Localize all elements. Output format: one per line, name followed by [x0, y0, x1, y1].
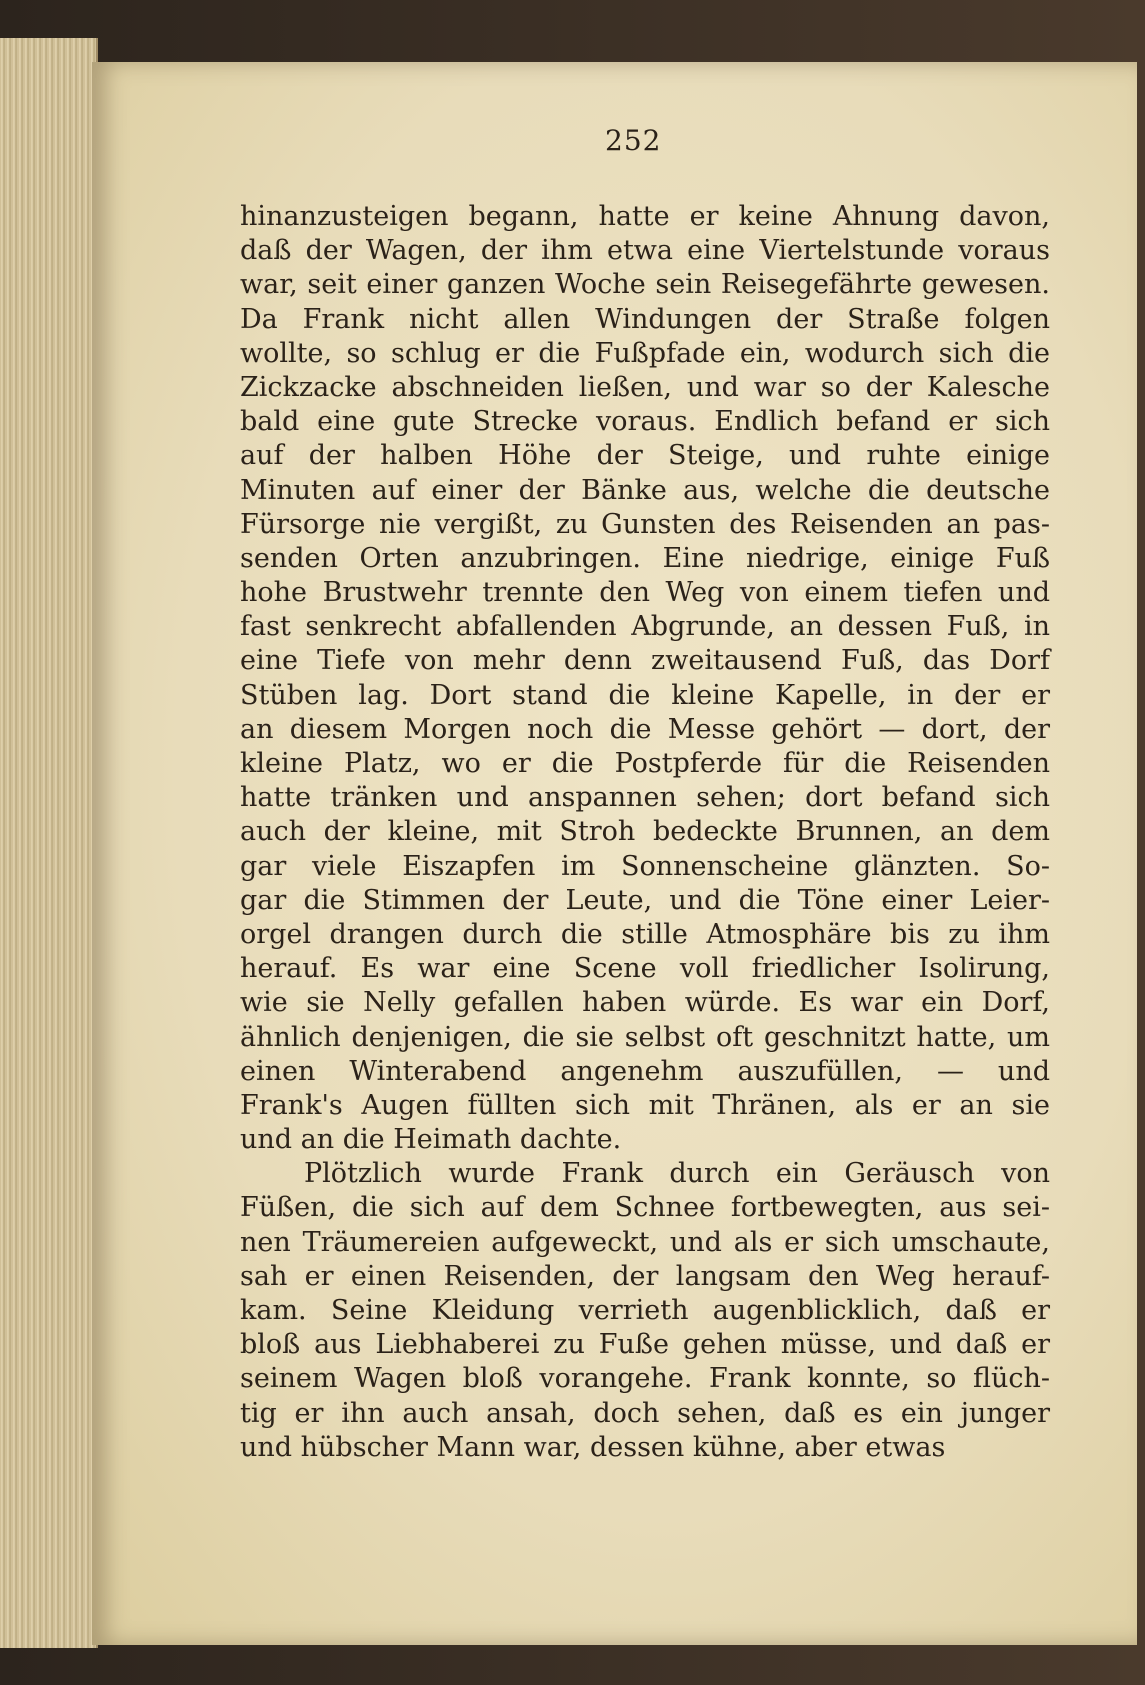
- text-line: Fürsorge nie vergißt, zu Gunsten des Reisenden an pas-: [240, 508, 1050, 540]
- text-line: auf der halben Höhe der Steige, und ruhte einige: [240, 440, 1050, 472]
- text-line: ähnlich denjenigen, die sie selbst oft geschnitzt hatte, um: [240, 1021, 1050, 1053]
- text-line: hatte tränken und anspannen sehen; dort befand sich: [240, 782, 1050, 814]
- text-line: kam. Seine Kleidung verrieth augenblicklich, daß er: [240, 1295, 1050, 1326]
- text-line: Plötzlich wurde Frank durch ein Geräusch von: [304, 1158, 1050, 1190]
- text-line: daß der Wagen, der ihm etwa eine Viertelstunde voraus: [240, 235, 1050, 267]
- text-line: sah er einen Reisenden, der langsam den Weg herauf-: [240, 1260, 1050, 1292]
- page-number: 252: [605, 124, 662, 157]
- text-line: Stüben lag. Dort stand die kleine Kapelle, in der er: [240, 679, 1050, 711]
- text-line: fast senkrecht abfallenden Abgrunde, an dessen Fuß, in: [240, 611, 1050, 643]
- text-line: auch der kleine, mit Stroh bedeckte Brunnen, an dem: [240, 816, 1050, 848]
- text-line: hohe Brustwehr trennte den Weg von einem tiefen und: [240, 577, 1050, 609]
- text-line: wollte, so schlug er die Fußpfade ein, wodurch sich die: [240, 337, 1050, 369]
- body-text: [240, 200, 1050, 1465]
- text-line: seinem Wagen bloß vorangehe. Frank konnte, so flüch-: [240, 1363, 1050, 1395]
- text-line: bald eine gute Strecke voraus. Endlich befand er sich: [240, 406, 1050, 438]
- text-line: herauf. Es war eine Scene voll friedlicher Isolirung,: [240, 953, 1050, 985]
- text-line: tig er ihn auch ansah, doch sehen, daß es ein junger: [240, 1397, 1050, 1429]
- text-line: an diesem Morgen noch die Messe gehört — dort, der: [240, 713, 1050, 745]
- text-line: Füßen, die sich auf dem Schnee fortbewegten, aus sei-: [240, 1192, 1050, 1224]
- page-edges: [0, 38, 98, 1648]
- text-line: senden Orten anzubringen. Eine niedrige, einige Fuß: [240, 542, 1050, 574]
- text-line: war, seit einer ganzen Woche sein Reisegefährte gewesen.: [240, 269, 1050, 301]
- text-line: Zickzacke abschneiden ließen, und war so der Kalesche: [240, 371, 1050, 403]
- text-line: gar viele Eiszapfen im Sonnenscheine glänzten. So-: [240, 850, 1050, 882]
- text-line: gar die Stimmen der Leute, und die Töne einer Leier-: [240, 884, 1050, 916]
- text-line: bloß aus Liebhaberei zu Fuße gehen müsse, und daß er: [240, 1329, 1050, 1361]
- text-line: Minuten auf einer der Bänke aus, welche die deutsche: [240, 474, 1050, 506]
- text-line: wie sie Nelly gefallen haben würde. Es war ein Dorf,: [240, 987, 1050, 1019]
- text-line: und hübscher Mann war, dessen kühne, aber etwas: [240, 1431, 946, 1463]
- text-line: eine Tiefe von mehr denn zweitausend Fuß, das Dorf: [240, 645, 1050, 677]
- text-line: und an die Heimath dachte.: [240, 1124, 622, 1156]
- text-line: Da Frank nicht allen Windungen der Straße folgen: [240, 303, 1050, 335]
- text-line: hinanzusteigen begann, hatte er keine Ahnung davon,: [240, 201, 1050, 232]
- text-line: nen Träumereien aufgeweckt, und als er sich umschaute,: [240, 1226, 1050, 1258]
- text-line: orgel drangen durch die stille Atmosphäre bis zu ihm: [240, 918, 1050, 950]
- text-line: einen Winterabend angenehm auszufüllen, — und: [240, 1055, 1050, 1087]
- text-line: Frank's Augen füllten sich mit Thränen, als er an sie: [240, 1089, 1050, 1121]
- text-line: kleine Platz, wo er die Postpferde für die Reisenden: [240, 748, 1050, 779]
